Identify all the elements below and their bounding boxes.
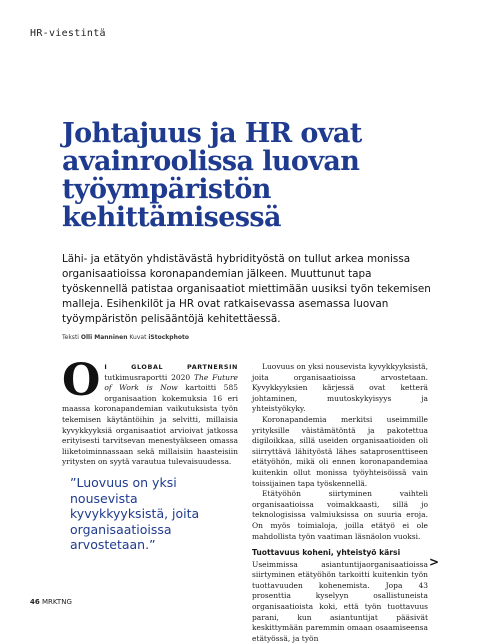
body-paragraph xyxy=(62,355,238,468)
body-paragraph: Useimmissa asiantuntijaorganisaatioissa siirtyminen etätyöhön tarkoitti kuitenkin työn tuottavuuden kohenemista. Jopa 43 prosenttia kyselyyn osallistuneista organisaatioista koki, että työn tuottavuus parani, kun asiantuntijat pääsivät keskittymään paremmin omaan osaamiseensa etätyössä, ja työn xyxy=(252,559,428,643)
section-subheading: Tuottavuus koheni, yhteistyö kärsi xyxy=(252,548,401,558)
body-text: tutkimusraportti 2020 xyxy=(104,372,195,382)
body-text: kartoitti 585 organisaation kokemuksia 16 eri maassa koronapandemian vaikutuksista työn tekemisen käytäntöihin ja selvitti, millaisia kyvykkyyksiä organisaatiot arvioivat jatkossa erityisesti tarvitsevan menestyäkseen omassa liiketoiminnassaan sekä millaisiin haasteisiin yritysten on syytä varautua tulevaisuudessa. xyxy=(62,383,238,467)
magazine-name: MRKTNG xyxy=(41,598,72,606)
page-number: 46 xyxy=(30,598,40,606)
pull-quote: ”Luovuus on yksi nousevista kyvykkyyksistä, joita organisaatioissa arvostetaan.” xyxy=(70,475,200,552)
article-lead: Lähi- ja etätyön yhdistävästä hybridityöstä on tullut arkea monissa organisaatioissa koronapandemian jälkeen. Muuttunut tapa työskennellä patistaa organisaatiot miettimään uusiksi työn tekemisen malleja. Esihenkilöt ja HR ovat ratkaisevassa asemassa luovan työympäristön pelisääntöjä kehitettäessä. xyxy=(62,253,431,325)
body-paragraph: Etätyöhön siirtyminen vaihteli organisaatioissa voimakkaasti, sillä jo teknologisissa valmiuksissa on suuria eroja. On myös toimialoja, joilla etätyö ei ole mahdollista työn vaatiman läsnäolon vuoksi. xyxy=(252,489,428,541)
credits-text-label: Teksti xyxy=(62,334,79,341)
article-headline: Johtajuus ja HR ovat avainroolissa luovan työympäristön kehittämisessä xyxy=(62,118,362,233)
article-credits xyxy=(62,334,189,341)
lead-in-caps: I GLOBAL PARTNERSIN xyxy=(104,363,238,371)
report-title: The Future of Work is Now xyxy=(104,372,238,393)
credits-author: Olli Manninen xyxy=(80,334,128,341)
body-column-right xyxy=(252,362,428,644)
credits-photo-label: Kuvat xyxy=(129,334,147,341)
drop-cap: O xyxy=(62,355,101,406)
body-paragraph: Koronapandemia merkitsi useimmille yrityksille väistämätöntä ja pakotettua digiloikkaa, sillä useiden organisaatioiden oli siirryttävä lähityöstä lähes sataprosenttiseen etätyöhön, mikä oli ennen koronapandemiaa kuitenkin ollut monissa työyhteisöissä vain toissijainen tapa työskennellä. xyxy=(252,414,428,488)
page-footer xyxy=(30,598,72,606)
section-tag: HR-viestintä xyxy=(30,28,106,39)
credits-photo: iStockphoto xyxy=(148,334,189,341)
body-paragraph: Luovuus on yksi nousevista kyvykkyyksistä, joita organisaatioissa arvostetaan. Kyvykkyyksien kärjessä ovat ketterä johtaminen, muutoskykyisyys ja yhteistyökyky. xyxy=(252,362,428,414)
continue-arrow-icon: > xyxy=(429,555,440,569)
body-column-left xyxy=(62,355,238,468)
